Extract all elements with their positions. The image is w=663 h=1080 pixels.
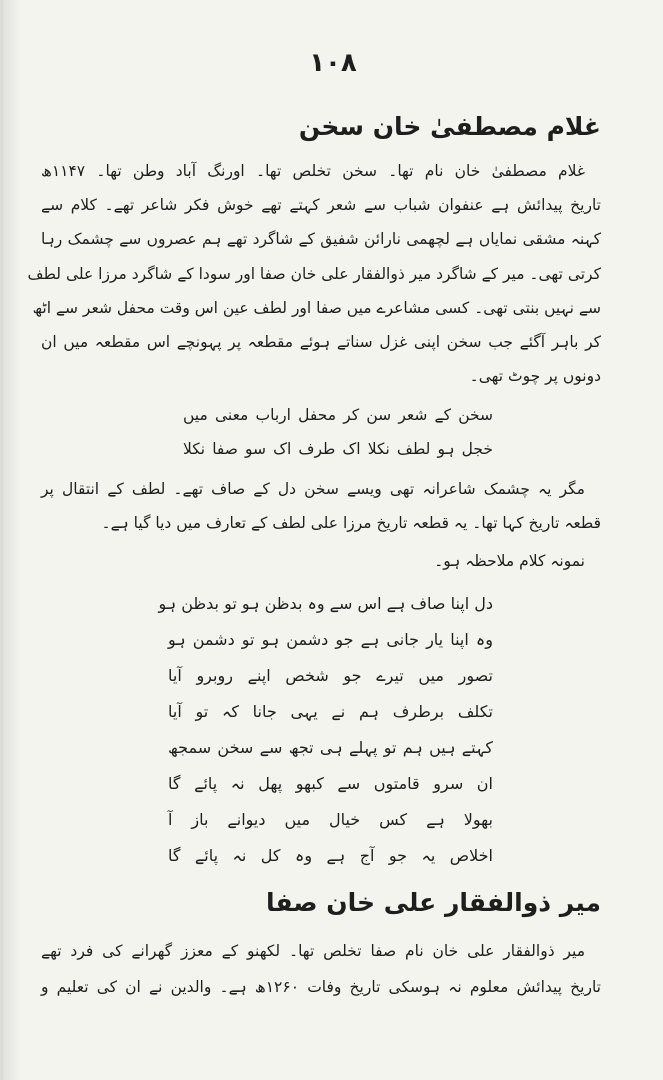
poem-line: بھولا ہے کس خیال میں دیوانے باز آ xyxy=(168,810,493,829)
page-number: ۱۰۸ xyxy=(309,48,357,78)
paragraph-line: سے نہیں بنتی تھی۔ کسی مشاعرے میں صفا اور لطف عین اس وقت محفل شعر سے اٹھ xyxy=(32,299,601,317)
paragraph-line: تاریخ پیدائش ہے عنفوان شباب سے شعر کہتے تھے خوش فکر شاعر تھے۔ کلام سے xyxy=(41,196,601,214)
poem-line: وہ اپنا یار جانی ہے جو دشمن ہو تو دشمن ہو xyxy=(168,630,493,649)
section-heading-sukhan: غلام مصطفیٰ خان سخن xyxy=(298,112,601,141)
paragraph-line: کہنہ مشقی نمایاں ہے لچھمی نارائن شفیق کے شاگرد تھے ہم عصروں سے چشمک رہا xyxy=(41,230,601,248)
verse-line: سخن کے شعر سن کر محفل ارباب معنی میں xyxy=(183,406,493,424)
paragraph-line: قطعہ تاریخ کہا تھا۔ یہ قطعہ تاریخ مرزا علی لطف کے تعارف میں دیا گیا ہے۔ xyxy=(101,514,601,532)
paragraph-line: مگر یہ چشمک شاعرانہ تھی ویسے سخن دل کے صاف تھے۔ لطف کے انتقال پر xyxy=(41,480,585,498)
poem-line: دل اپنا صاف ہے اس سے وہ بدظن ہو تو بدظن ہو xyxy=(158,594,493,613)
poem-line: تکلف برطرف ہم نے یہی جانا کہ تو آیا xyxy=(168,702,493,721)
paragraph-line: تاریخ پیدائش معلوم نہ ہوسکی تاریخ وفات ۱۲۶۰ھ ہے۔ والدین نے ان کی تعلیم و xyxy=(41,978,601,996)
paragraph-line: کرتی تھی۔ میر کے شاگرد میر ذوالفقار علی خان صفا اور سودا کے شاگرد مرزا علی لطف xyxy=(27,265,601,283)
poem-line: اخلاص یہ جو آج ہے وہ کل نہ پائے گا xyxy=(168,846,493,865)
sample-intro-line: نمونہ کلام ملاحظہ ہو۔ xyxy=(434,552,585,570)
poem-line: ان سرو قامتوں سے کبھو پھل نہ پائے گا xyxy=(168,774,493,793)
page-gutter-shadow xyxy=(3,0,21,1080)
section-heading-safa: میر ذوالفقار علی خان صفا xyxy=(266,888,601,917)
poem-line: کہتے ہیں ہم تو پہلے ہی تجھ سے سخن سمجھ xyxy=(168,738,493,757)
poem-line: تصور میں تیرے جو شخص اپنے روبرو آیا xyxy=(168,666,493,685)
verse-line: خجل ہو لطف نکلا اک طرف اک سو صفا نکلا xyxy=(183,440,493,458)
paragraph-line: دونوں پر چوٹ تھی۔ xyxy=(469,367,601,385)
paragraph-line: میر ذوالفقار علی خان نام صفا تخلص تھا۔ لکھنو کے معزز گھرانے کی فرد تھے xyxy=(41,942,585,960)
paragraph-line: کر باہر آگئے جب سخن اپنی غزل سناتے ہوئے مقطعہ پر پہونچے اس مقطعہ میں ان xyxy=(41,333,601,351)
paragraph-line: غلام مصطفیٰ خان نام تھا۔ سخن تخلص تھا۔ اورنگ آباد وطن تھا۔ ۱۱۴۷ھ xyxy=(41,162,585,180)
